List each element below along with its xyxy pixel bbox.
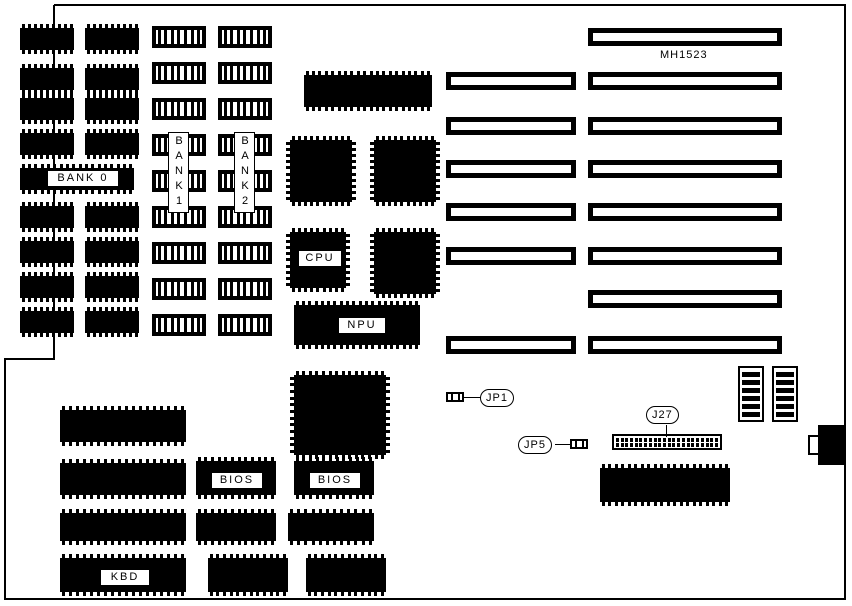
rom-chip [196,513,276,541]
dram-socket [152,26,206,48]
board-id-label: MH1523 [660,49,708,61]
power-connector-p9[interactable] [772,366,798,422]
dram-chip [20,28,74,50]
io-controller-qfp [294,375,386,455]
npu-label: NPU [338,317,386,334]
jp1-jumper-block[interactable] [446,392,464,402]
bank1-label: BANK1 [168,132,189,213]
rom-chip [288,513,374,541]
expansion-slot [588,247,782,265]
keyboard-din-tab [808,435,820,455]
dram-socket [218,26,272,48]
dram-socket [218,278,272,300]
keyboard-din-connector[interactable] [818,425,844,465]
dram-chip [85,206,139,228]
dram-chip [85,98,139,120]
dram-chip [85,241,139,263]
dram-socket [152,98,206,120]
dram-chip [20,68,74,90]
dram-chip [20,311,74,333]
expansion-slot [446,247,576,265]
dram-chip [20,241,74,263]
expansion-slot [446,203,576,221]
plcc-chip [374,232,436,294]
rom-chip [60,410,186,442]
rom-chip [60,463,186,495]
dram-socket [218,62,272,84]
dram-socket [152,62,206,84]
kbd-label: KBD [100,569,150,586]
bios2-label: BIOS [309,472,361,489]
chipset-dip-long [304,75,432,107]
dram-chip [85,311,139,333]
dram-chip [20,98,74,120]
dram-chip [85,276,139,298]
expansion-slot [588,203,782,221]
dram-chip [20,133,74,155]
dram-chip [85,68,139,90]
cpu-label: CPU [298,250,342,267]
dram-socket [218,242,272,264]
jp5-callout: JP5 [518,436,552,454]
dram-socket [152,314,206,336]
jp5-leader-line [555,444,571,445]
expansion-slot [446,160,576,178]
rom-chip [60,513,186,541]
plcc-chip [374,140,436,202]
jp5-jumper-block[interactable] [570,439,588,449]
dram-chip [20,206,74,228]
j27-callout: J27 [646,406,679,424]
plcc-chip [290,140,352,202]
j27-leader-line [666,425,667,437]
expansion-slot [446,72,576,90]
dram-chip [20,276,74,298]
jp1-leader-line [463,397,481,398]
dram-socket [218,314,272,336]
jp1-callout: JP1 [480,389,514,407]
power-connector-p8[interactable] [738,366,764,422]
dram-socket [152,242,206,264]
dram-socket [218,98,272,120]
rom-chip [306,558,386,592]
expansion-slot [588,336,782,354]
rom-chip [208,558,288,592]
io-dip-chip [600,468,730,502]
j27-pin-header[interactable] [612,434,722,450]
dram-chip [85,28,139,50]
bank2-label: BANK2 [234,132,255,213]
expansion-slot [446,336,576,354]
expansion-slot [588,72,782,90]
bios1-label: BIOS [211,472,263,489]
dram-socket [152,278,206,300]
expansion-slot [588,160,782,178]
expansion-slot [588,290,782,308]
expansion-slot [588,28,782,46]
bank0-label: BANK 0 [47,170,119,187]
expansion-slot [588,117,782,135]
dram-chip [85,133,139,155]
expansion-slot [446,117,576,135]
